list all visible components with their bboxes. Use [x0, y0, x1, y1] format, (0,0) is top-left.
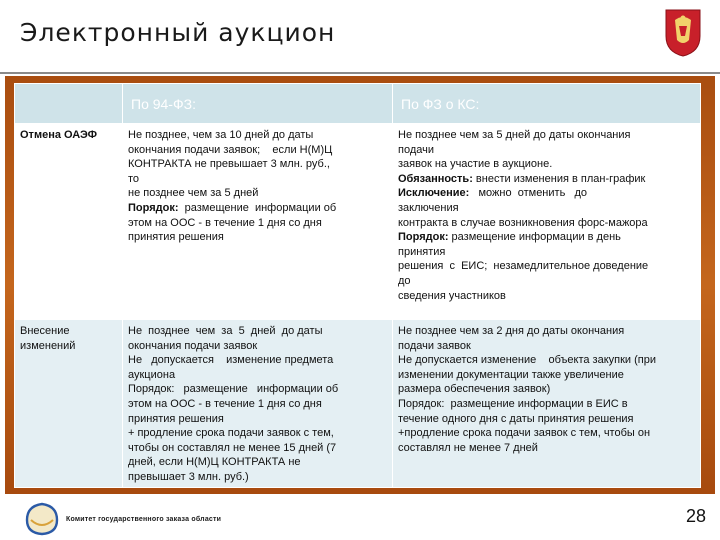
- line-text: превышает 3 млн. руб.): [128, 470, 249, 483]
- bold-term: Порядок:: [398, 231, 449, 244]
- line-text: окончания подачи заявок; если Н(М)Ц: [128, 143, 333, 156]
- cell-line: [128, 339, 387, 354]
- cell-line: [398, 368, 695, 383]
- line-text: Не позднее, чем за 10 дней до даты: [128, 129, 314, 141]
- cell-line: [398, 289, 695, 304]
- line-text: составлял не менее 7 дней: [398, 441, 538, 454]
- line-text: Не позднее чем за 5 дней до даты: [128, 325, 323, 337]
- cell-fz-ks: [393, 124, 701, 320]
- line-text: Не допускается изменение предмета: [128, 354, 334, 367]
- cell-line: [128, 412, 387, 427]
- cell-line: [128, 426, 387, 441]
- title-divider: [0, 72, 720, 74]
- line-text: принятия решения: [128, 412, 224, 425]
- cell-line: [128, 441, 387, 456]
- line-text: размера обеспечения заявок): [398, 383, 551, 396]
- cell-line: [128, 324, 387, 339]
- header-empty-cell: [15, 84, 123, 124]
- line-text: Не позднее чем за 5 дней до даты окончания: [398, 129, 631, 141]
- cell-line: [128, 143, 387, 158]
- line-text: сведения участников: [398, 289, 506, 302]
- cell-line: [398, 172, 695, 187]
- line-text: заявок на участие в аукционе.: [398, 158, 553, 171]
- cell-line: [128, 368, 387, 383]
- line-text: чтобы он составлял не менее 15 дней (7: [128, 441, 337, 454]
- cell-fz-ks: [393, 320, 701, 488]
- cell-line: [398, 259, 695, 274]
- cell-line: [128, 230, 387, 245]
- line-text: не позднее чем за 5 дней: [128, 187, 259, 200]
- cell-line: [398, 426, 695, 441]
- cell-line: [398, 274, 695, 289]
- line-text: решения с ЕИС; незамедлительное доведение: [398, 260, 649, 273]
- bold-term: Порядок:: [128, 201, 179, 214]
- line-text: контракта в случае возникновения форс-мажора: [398, 216, 648, 229]
- cell-line: [398, 216, 695, 231]
- cell-line: [128, 455, 387, 470]
- line-text: размещение информации в день: [448, 231, 621, 244]
- line-text: можно отменить до: [469, 187, 588, 200]
- organization-name: Комитет государственного заказа области: [66, 516, 222, 523]
- line-text: Не позднее чем за 2 дня до даты окончания: [398, 325, 625, 337]
- cell-line: [398, 382, 695, 397]
- slide-title: Электронный аукцион: [20, 18, 336, 47]
- cell-94fz: [123, 124, 393, 320]
- line-text: окончания подачи заявок: [128, 339, 258, 352]
- cell-line: [128, 470, 387, 485]
- table-row: [15, 320, 701, 488]
- cell-line: [398, 441, 695, 456]
- cell-line: [398, 245, 695, 260]
- cell-line: [128, 382, 387, 397]
- cell-line: [398, 186, 695, 201]
- cell-line: [398, 353, 695, 368]
- cell-line: [398, 397, 695, 412]
- cell-line: [128, 216, 387, 231]
- line-text: до: [398, 274, 411, 287]
- line-text: Порядок: размещение информации в ЕИС в: [398, 397, 628, 410]
- line-text: то: [128, 172, 140, 185]
- line-text: течение одного дня с даты принятия решения: [398, 412, 634, 425]
- header-94fz: По 94-ФЗ:: [123, 84, 393, 124]
- cell-line: [398, 324, 695, 339]
- cell-line: [128, 397, 387, 412]
- cell-line: [128, 201, 387, 216]
- cell-line: [398, 128, 695, 143]
- row-label: Внесение изменений: [15, 320, 123, 488]
- line-text: принятия решения: [128, 231, 224, 244]
- line-text: +продление срока подачи заявок с тем, чтобы он: [398, 427, 651, 440]
- cell-line: [398, 412, 695, 427]
- cell-line: [398, 230, 695, 245]
- line-text: + продление срока подачи заявок с тем,: [128, 427, 334, 440]
- line-text: дней, если Н(М)Ц КОНТРАКТА не: [128, 456, 301, 469]
- page-number: 28: [685, 506, 706, 526]
- line-text: аукциона: [128, 368, 176, 381]
- line-text: принятия: [398, 245, 446, 258]
- table-row: [15, 124, 701, 320]
- line-text: изменении документации также увеличение: [398, 368, 624, 381]
- header-fz-ks: По ФЗ о КС:: [393, 84, 701, 124]
- cell-94fz: [123, 320, 393, 488]
- coat-of-arms-icon: [663, 6, 703, 58]
- committee-logo-icon: [24, 502, 60, 536]
- bold-term: Обязанность:: [398, 172, 473, 185]
- line-text: Не допускается изменение объекта закупки (при: [398, 354, 656, 367]
- line-text: этом на ООС - в течение 1 дня со дня: [128, 397, 322, 410]
- comparison-table: [14, 83, 701, 488]
- line-text: подачи: [398, 143, 435, 156]
- bold-term: Исключение:: [398, 187, 470, 200]
- cell-line: [128, 172, 387, 187]
- line-text: размещение информации об: [178, 201, 337, 214]
- cell-line: [398, 201, 695, 216]
- line-text: КОНТРАКТА не превышает 3 млн. руб.,: [128, 158, 330, 171]
- cell-line: [398, 143, 695, 158]
- line-text: этом на ООС - в течение 1 дня со дня: [128, 216, 322, 229]
- line-text: заключения: [398, 201, 459, 214]
- line-text: Порядок: размещение информации об: [128, 383, 339, 396]
- cell-line: [128, 186, 387, 201]
- cell-line: [398, 157, 695, 172]
- cell-line: [128, 353, 387, 368]
- line-text: подачи заявок: [398, 339, 471, 352]
- cell-line: [128, 128, 387, 143]
- line-text: внести изменения в план-график: [472, 172, 646, 185]
- cell-line: [128, 157, 387, 172]
- cell-line: [398, 339, 695, 354]
- row-label: Отмена ОАЭФ: [15, 124, 123, 320]
